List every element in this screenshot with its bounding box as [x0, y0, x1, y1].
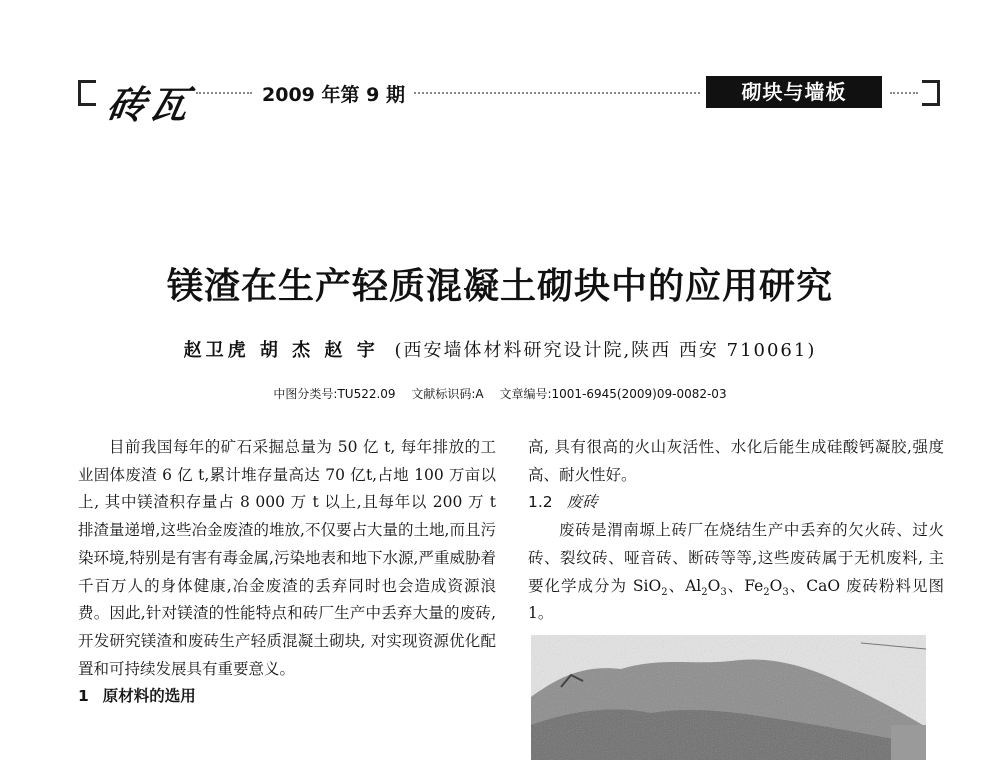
classification-line: [0, 385, 1000, 402]
section-number: 1: [78, 687, 89, 706]
continuation-paragraph: 高, 具有很高的火山灰活性、水化后能生成硅酸钙凝胶,强度高、耐火性好。: [528, 438, 944, 484]
header-bracket-right: [922, 80, 940, 106]
oxide-cao: CaO: [806, 576, 841, 595]
author-line: [0, 336, 1000, 362]
paper-title: 镁渣在生产轻质混凝土砌块中的应用研究: [166, 266, 833, 307]
paragraph-text: 废砖是渭南塬上砖厂在烧结生产中丢弃的欠火砖、过火砖、裂纹砖、哑音砖、断砖等等,这些废砖属于无机废料, 主要化学成分为: [528, 521, 944, 595]
oxide-fe2o3: $Fe_2O_3$: [744, 576, 789, 598]
waste-brick-paragraph: 废砖是渭南塬上砖厂在烧结生产中丢弃的欠火砖、过火砖、裂纹砖、哑音砖、断砖等等,这些废砖属于无机废料, 主要化学成分为 SiO$_2$、$Al_2O_3$、$Fe_2O_3$、CaO 废砖粉料见图 1。: [528, 521, 944, 623]
brick-stack: [891, 725, 926, 760]
clc-number: 中图分类号:TU522.09: [273, 387, 396, 401]
subsection-number: 1.2: [528, 493, 553, 512]
header-rule: [414, 92, 700, 94]
subsection-heading: [528, 489, 944, 517]
document-code: 文献标识码:A: [411, 387, 484, 401]
section-badge: 砌块与墙板: [706, 76, 882, 108]
oxide-al2o3: $Al_2O_3$: [685, 576, 727, 598]
photo-grain: [531, 635, 926, 760]
left-column: [78, 434, 496, 711]
header-rule: [196, 92, 252, 94]
header-bracket-left: [78, 80, 96, 106]
subsection-title: 废砖: [566, 493, 598, 512]
figure-1-photo: [531, 635, 926, 760]
section-title: 原材料的选用: [102, 687, 196, 706]
header-rule: [890, 92, 918, 94]
issue-label: 2009 年第 9 期: [262, 84, 405, 106]
journal-logo: 砖瓦: [104, 82, 195, 127]
waste-brick-pile-image: [531, 635, 926, 760]
intro-paragraph: 目前我国每年的矿石采掘总量为 50 亿 t, 每年排放的工业固体废渣 6 亿 t,累计堆存量高达 70 亿t,占地 100 万亩以上, 其中镁渣积存量占 8 000 万 t 以上,且每年以 200 万 t 排渣量递增,这些冶金废渣的堆放,不仅要占大量的土地,而且污染环境,特别是有害有毒金属,污染地表和地下水源,严重威胁着千百万人的身体健康,冶金废渣的丢弃同时也会造成资源浪费。因此,针对镁渣的性能特点和砖厂生产中丢弃大量的废砖,开发研究镁渣和废砖生产轻质混凝土砌块, 对实现资源优化配置和可持续发展具有重要意义。: [78, 438, 496, 678]
oxide-sio2: SiO$_2$: [632, 576, 668, 598]
author-names: 赵卫虎 胡 杰 赵 宇: [183, 340, 379, 361]
right-column: [528, 434, 944, 628]
section-heading: [78, 683, 496, 711]
article-number: 文章编号:1001-6945(2009)09-0082-03: [499, 387, 727, 401]
paragraph-text: 废砖粉料见图 1。: [528, 576, 944, 623]
journal-header: [0, 70, 1000, 127]
author-affiliation: (西安墙体材料研究设计院,陕西 西安 710061): [394, 340, 817, 361]
